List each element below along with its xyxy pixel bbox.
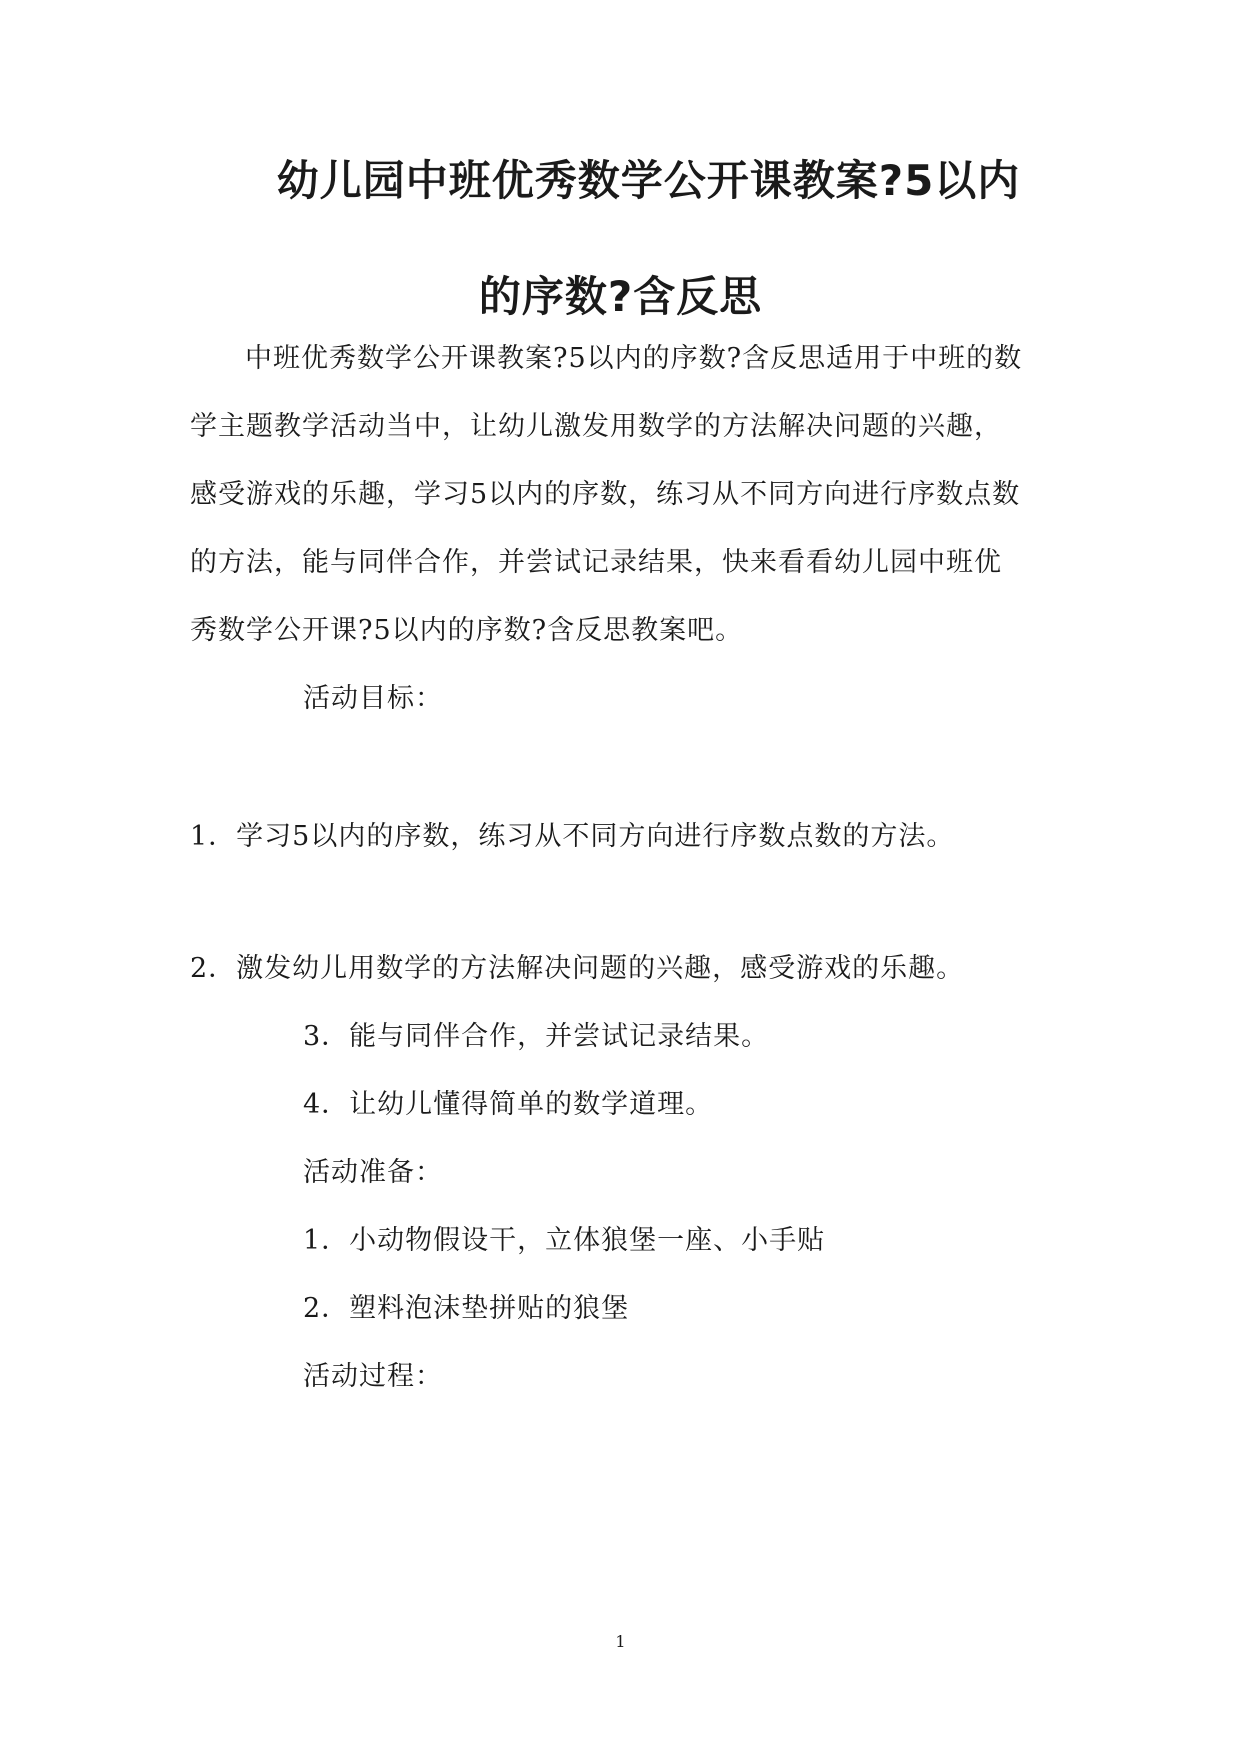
preparation-heading: 活动准备：: [303, 1157, 443, 1188]
goals-heading: 活动目标：: [303, 683, 443, 714]
goal-item-2: 2．激发幼儿用数学的方法解决问题的兴趣，感受游戏的乐趣。: [190, 953, 965, 984]
document-title-line-2: 的序数?含反思: [478, 272, 763, 321]
intro-paragraph-line-1: 中班优秀数学公开课教案?5以内的序数?含反思适用于中班的数: [245, 343, 1023, 374]
preparation-item-1: 1．小动物假设干，立体狼堡一座、小手贴: [303, 1225, 826, 1256]
page-number: 1: [615, 1632, 626, 1651]
preparation-item-2: 2．塑料泡沫垫拼贴的狼堡: [303, 1293, 630, 1324]
intro-paragraph-line-2: 学主题教学活动当中，让幼儿激发用数学的方法解决问题的兴趣，: [190, 411, 1002, 442]
intro-paragraph-line-5: 秀数学公开课?5以内的序数?含反思教案吧。: [190, 615, 744, 646]
goal-item-4: 4．让幼儿懂得简单的数学道理。: [303, 1089, 714, 1120]
process-heading: 活动过程：: [303, 1361, 443, 1392]
goal-item-3: 3．能与同伴合作，并尝试记录结果。: [303, 1021, 770, 1052]
document-title-line-1: 幼儿园中班优秀数学公开课教案?5以内: [276, 156, 1021, 205]
goal-item-1: 1．学习5以内的序数，练习从不同方向进行序数点数的方法。: [190, 821, 955, 852]
intro-paragraph-line-4: 的方法，能与同伴合作，并尝试记录结果，快来看看幼儿园中班优: [190, 547, 1002, 578]
intro-paragraph-line-3: 感受游戏的乐趣，学习5以内的序数，练习从不同方向进行序数点数: [190, 479, 1021, 510]
